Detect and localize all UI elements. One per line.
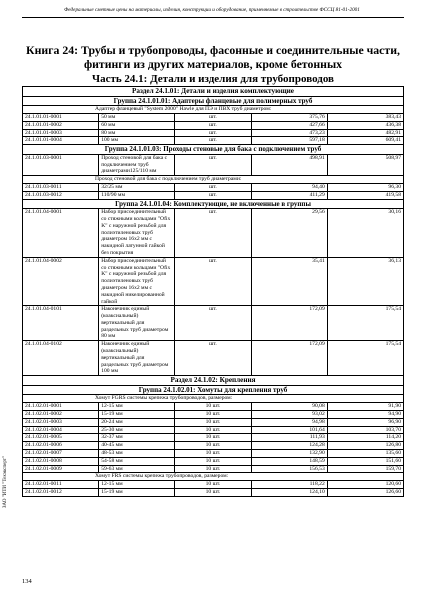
item-description: 110/90 мм [99, 191, 175, 199]
item-price-1: 101,64 [251, 426, 327, 434]
item-unit: 10 шт. [175, 426, 251, 434]
item-code: 24.1.02.01-0011 [23, 481, 99, 489]
item-price-1: 172,09 [251, 341, 327, 376]
table-row [23, 450, 404, 458]
item-description: 50 мм [99, 113, 175, 121]
section-header-row [23, 376, 404, 386]
item-description: 32-37 мм [99, 434, 175, 442]
group-header: Группа 24.1.01.04: Комплектующие, не включенные в группы [23, 199, 404, 209]
item-price-2: 508,97 [327, 154, 403, 175]
item-price-2: 135,60 [327, 450, 403, 458]
price-table-wrapper [22, 86, 404, 497]
item-description: 32/25 мм [99, 183, 175, 191]
book-title [22, 44, 404, 71]
item-price-2: 126,60 [327, 489, 403, 497]
group-header: Группа 24.1.01.01: Адаптеры фланцевые для полимерных труб [23, 96, 404, 106]
item-price-2: 30,16 [327, 209, 403, 258]
item-code: 24.1.01.04-0101 [23, 306, 99, 341]
item-unit: шт. [175, 306, 251, 341]
table-row [23, 481, 404, 489]
item-price-2: 103,70 [327, 426, 403, 434]
item-description: 100 мм [99, 137, 175, 145]
item-price-2: 36,13 [327, 257, 403, 306]
header-rule [22, 17, 404, 18]
item-price-1: 94,40 [251, 183, 327, 191]
item-unit: 10 шт. [175, 457, 251, 465]
table-row [23, 442, 404, 450]
item-description: Проход стеновой для бака с подключением труб диаметрами125/110 мм [99, 154, 175, 175]
item-price-2: 94,90 [327, 411, 403, 419]
table-row [23, 209, 404, 258]
table-row [23, 411, 404, 419]
item-code: 24.1.02.01-0008 [23, 457, 99, 465]
item-price-2: 120,60 [327, 481, 403, 489]
item-price-1: 118,22 [251, 481, 327, 489]
item-price-1: 597,18 [251, 137, 327, 145]
item-description: 25-30 мм [99, 426, 175, 434]
item-price-1: 124,10 [251, 489, 327, 497]
item-code: 24.1.01.03-0012 [23, 191, 99, 199]
item-price-2: 609,41 [327, 137, 403, 145]
item-unit: шт. [175, 129, 251, 137]
item-price-1: 156,53 [251, 465, 327, 473]
item-code: 24.1.02.01-0006 [23, 442, 99, 450]
item-price-1: 148,59 [251, 457, 327, 465]
item-price-2: 91,90 [327, 403, 403, 411]
item-description: 48-53 мм [99, 450, 175, 458]
item-unit: 10 шт. [175, 442, 251, 450]
item-price-1: 411,29 [251, 191, 327, 199]
item-unit: шт. [175, 154, 251, 175]
item-description: Набор присоединительный со стяжными кольцами "Ofix K" с наружной резьбой для полиэтиленовых труб диаметром 16х2 мм с накидной никелированной гайкой [99, 257, 175, 306]
item-price-2: 436,38 [327, 121, 403, 129]
item-code: 24.1.01.01-0002 [23, 121, 99, 129]
caption: Хомут FGRS системы крепежа трубопроводов, размером: [23, 395, 404, 403]
item-price-2: 126,80 [327, 442, 403, 450]
item-price-2: 175,54 [327, 341, 403, 376]
item-code: 24.1.02.01-0004 [23, 426, 99, 434]
item-price-2: 175,54 [327, 306, 403, 341]
item-price-1: 473,23 [251, 129, 327, 137]
item-unit: шт. [175, 257, 251, 306]
item-price-2: 114,20 [327, 434, 403, 442]
item-price-1: 498,91 [251, 154, 327, 175]
item-unit: шт. [175, 137, 251, 145]
item-description: Набор присоединительный со стяжными кольцами "Ofix K" с наружной резьбой для полиэтиленовых труб диаметром 16х2 мм с накидной латунной гайкой без покрытия [99, 209, 175, 258]
item-code: 24.1.02.01-0002 [23, 411, 99, 419]
caption-row [23, 176, 404, 184]
table-row [23, 191, 404, 199]
item-code: 24.1.02.01-0009 [23, 465, 99, 473]
item-code: 24.1.01.01-0003 [23, 129, 99, 137]
item-description: 20-24 мм [99, 418, 175, 426]
caption: Адаптер фланцевый "System 2000" Hawle для ПЭ и ПВХ труб диаметром: [23, 106, 404, 114]
caption: Проход стеновой для бака с подключением труб диаметрами: [23, 176, 404, 184]
item-unit: 10 шт. [175, 450, 251, 458]
publisher-side-label: ЗАО "ИТИ "Техэксперт" [3, 455, 8, 508]
item-code: 24.1.01.01-0001 [23, 113, 99, 121]
item-price-2: 383,43 [327, 113, 403, 121]
price-table-body [23, 87, 404, 497]
section-header-row [23, 87, 404, 97]
table-row [23, 457, 404, 465]
item-unit: 10 шт. [175, 434, 251, 442]
item-code: 24.1.01.03-0001 [23, 154, 99, 175]
item-unit: шт. [175, 341, 251, 376]
book-title-line-2: фитинги из других материалов, кроме бетонных [83, 56, 343, 71]
item-unit: шт. [175, 113, 251, 121]
book-title-line-1: Книга 24: Трубы и трубопроводы, фасонные и соединительные части, [26, 43, 400, 57]
item-price-1: 90,08 [251, 403, 327, 411]
item-code: 24.1.02.01-0001 [23, 403, 99, 411]
item-price-1: 111,93 [251, 434, 327, 442]
item-unit: 10 шт. [175, 481, 251, 489]
page-number: 134 [22, 578, 32, 585]
group-header-row [23, 199, 404, 209]
table-row [23, 129, 404, 137]
item-code: 24.1.01.04-0002 [23, 257, 99, 306]
item-unit: 10 шт. [175, 489, 251, 497]
item-description: 15-19 мм [99, 489, 175, 497]
item-unit: 10 шт. [175, 411, 251, 419]
item-unit: шт. [175, 209, 251, 258]
item-price-2: 482,91 [327, 129, 403, 137]
item-description: Наконечник единый (коаксиальный) вертикальный для раздельных труб диаметром 100 мм [99, 341, 175, 376]
item-description: 59-63 мм [99, 465, 175, 473]
item-unit: 10 шт. [175, 403, 251, 411]
item-unit: 10 шт. [175, 418, 251, 426]
group-header: Группа 24.1.01.03: Проходы стеновые для бака с подключением труб [23, 145, 404, 155]
table-row [23, 183, 404, 191]
caption-row [23, 106, 404, 114]
item-code: 24.1.01.01-0004 [23, 137, 99, 145]
section-header: Раздел 24.1.02: Крепления [23, 376, 404, 386]
item-description: 12-15 мм [99, 481, 175, 489]
caption-row [23, 395, 404, 403]
item-price-1: 375,76 [251, 113, 327, 121]
item-code: 24.1.02.01-0005 [23, 434, 99, 442]
item-description: 54-58 мм [99, 457, 175, 465]
running-header: Федеральные сметные цены на материалы, изделия, конструкции и оборудование, применяемые в строительстве ФССЦ 81-01-2001 [64, 7, 360, 13]
item-price-1: 93,02 [251, 411, 327, 419]
item-code: 24.1.02.01-0003 [23, 418, 99, 426]
table-row [23, 341, 404, 376]
table-row [23, 121, 404, 129]
item-price-2: 151,60 [327, 457, 403, 465]
item-unit: 10 шт. [175, 465, 251, 473]
item-description: Наконечник единый (коаксиальный) вертикальный для раздельных труб диаметром 80 мм [99, 306, 175, 341]
item-price-1: 94,98 [251, 418, 327, 426]
table-row [23, 426, 404, 434]
price-table [22, 86, 404, 497]
item-code: 24.1.02.01-0012 [23, 489, 99, 497]
section-header: Раздел 24.1.01: Детали и изделия комплектующие [23, 87, 404, 97]
item-code: 24.1.02.01-0007 [23, 450, 99, 458]
table-row [23, 489, 404, 497]
item-code: 24.1.01.04-0102 [23, 341, 99, 376]
item-price-1: 29,56 [251, 209, 327, 258]
group-header-row [23, 145, 404, 155]
table-row [23, 137, 404, 145]
item-unit: шт. [175, 121, 251, 129]
item-unit: шт. [175, 191, 251, 199]
item-price-1: 35,41 [251, 257, 327, 306]
table-row [23, 434, 404, 442]
table-row [23, 306, 404, 341]
table-row [23, 154, 404, 175]
group-header-row [23, 96, 404, 106]
table-row [23, 403, 404, 411]
item-description: 12-15 мм [99, 403, 175, 411]
table-row [23, 418, 404, 426]
item-code: 24.1.01.03-0011 [23, 183, 99, 191]
table-row [23, 257, 404, 306]
group-header-row [23, 385, 404, 395]
table-row [23, 465, 404, 473]
item-price-1: 172,09 [251, 306, 327, 341]
item-description: 80 мм [99, 129, 175, 137]
item-price-2: 96,90 [327, 418, 403, 426]
item-price-1: 132,90 [251, 450, 327, 458]
part-title: Часть 24.1: Детали и изделия для трубопроводов [92, 73, 334, 85]
table-row [23, 113, 404, 121]
item-price-1: 124,28 [251, 442, 327, 450]
group-header: Группа 24.1.02.01: Хомуты для крепления труб [23, 385, 404, 395]
item-price-2: 159,70 [327, 465, 403, 473]
caption-row [23, 473, 404, 481]
item-price-2: 419,58 [327, 191, 403, 199]
item-description: 15-19 мм [99, 411, 175, 419]
item-description: 40-45 мм [99, 442, 175, 450]
item-price-1: 427,66 [251, 121, 327, 129]
item-code: 24.1.01.04-0001 [23, 209, 99, 258]
item-price-2: 96,30 [327, 183, 403, 191]
item-unit: шт. [175, 183, 251, 191]
caption: Хомут FRS системы крепежа трубопроводов, размером: [23, 473, 404, 481]
item-description: 60 мм [99, 121, 175, 129]
